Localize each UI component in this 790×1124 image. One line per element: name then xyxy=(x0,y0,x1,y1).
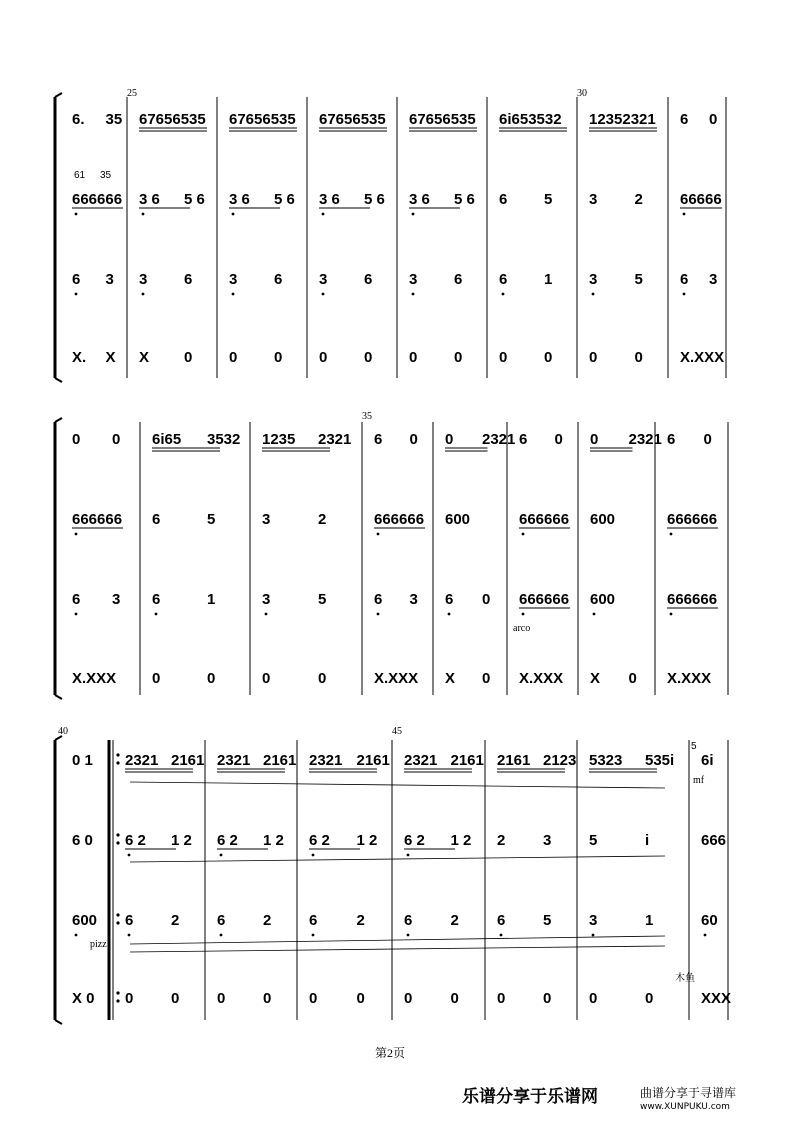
octave-dot xyxy=(142,213,145,216)
octave-dot xyxy=(312,934,315,937)
sustain-line xyxy=(130,782,665,788)
note-group: 6 xyxy=(404,912,413,929)
measure-number: 35 xyxy=(362,411,372,422)
note-group: 1 xyxy=(207,591,216,608)
note-group: 0 xyxy=(634,349,643,366)
note-group: 0 xyxy=(450,990,459,1007)
note-group: 2321 xyxy=(404,752,438,769)
octave-dot xyxy=(75,613,78,616)
note-group: 2161 xyxy=(497,752,531,769)
note-group: 3 xyxy=(589,191,598,208)
sustain-line xyxy=(130,856,665,862)
note-group: 60 xyxy=(701,912,718,929)
note-group: 6 0 xyxy=(72,832,93,849)
note-group: 3 xyxy=(543,832,552,849)
note-group: 0 xyxy=(499,349,508,366)
octave-dot xyxy=(407,934,410,937)
repeat-dot xyxy=(116,921,119,924)
note-group: 0 xyxy=(171,990,180,1007)
note-group: 0 xyxy=(364,349,373,366)
note-group: X.XXX xyxy=(667,670,712,687)
note-group: 666666 xyxy=(72,191,123,208)
octave-dot xyxy=(377,533,380,536)
note-group: 5 6 xyxy=(274,191,295,208)
note-group: 6 xyxy=(499,191,508,208)
note-group: 6 xyxy=(454,271,463,288)
note-group: 666666 xyxy=(519,511,570,528)
note-group: 0 xyxy=(554,431,563,448)
note-group: 6i653532 xyxy=(499,111,562,128)
note-group: 5 xyxy=(318,591,327,608)
octave-dot xyxy=(683,213,686,216)
note-group: 6 xyxy=(72,271,81,288)
watermark-left: 乐谱分享于乐谱网 xyxy=(462,1087,598,1106)
measure-number: 45 xyxy=(392,726,402,737)
note-group: 2123 xyxy=(543,752,577,769)
octave-dot xyxy=(683,293,686,296)
octave-dot xyxy=(670,613,673,616)
note-group: 3 xyxy=(229,271,238,288)
note-group: 2 xyxy=(634,191,643,208)
octave-dot xyxy=(265,613,268,616)
note-group: 0 xyxy=(319,349,328,366)
octave-dot xyxy=(75,934,78,937)
note-group: 6 2 xyxy=(217,832,238,849)
sustain-line xyxy=(130,936,665,944)
note-group: 0 xyxy=(589,349,598,366)
octave-dot xyxy=(448,613,451,616)
note-group: 666666 xyxy=(374,511,425,528)
measure-number: 40 xyxy=(58,726,68,737)
note-group: 6 xyxy=(374,591,383,608)
note-group: 6 2 xyxy=(404,832,425,849)
note-group: 6 xyxy=(497,912,506,929)
repeat-dot xyxy=(116,841,119,844)
octave-dot xyxy=(412,213,415,216)
note-group: X xyxy=(590,670,601,687)
octave-dot xyxy=(75,213,78,216)
repeat-dot xyxy=(116,833,119,836)
note-group: 6 2 xyxy=(125,832,146,849)
octave-dot xyxy=(232,213,235,216)
note-group: 6. xyxy=(72,111,85,128)
note-group: X.XXX xyxy=(72,670,117,687)
note-group: 3 6 xyxy=(139,191,160,208)
note-group: X.XXX xyxy=(519,670,564,687)
octave-dot xyxy=(312,854,315,857)
octave-dot xyxy=(75,293,78,296)
system-bracket-bottom xyxy=(55,378,62,382)
octave-dot xyxy=(322,293,325,296)
system-bracket-top xyxy=(55,93,62,97)
note-group: X. xyxy=(72,349,87,366)
repeat-dot xyxy=(116,753,119,756)
note-group: 2161 xyxy=(356,752,390,769)
system-bracket-top xyxy=(55,418,62,422)
note-group: 0 xyxy=(112,431,121,448)
note-group: 12352321 xyxy=(589,111,656,128)
note-group: 666666 xyxy=(667,591,718,608)
system-bracket-bottom xyxy=(55,1020,62,1024)
note-group: X.XXX xyxy=(374,670,419,687)
note-group: 5 xyxy=(207,511,216,528)
note-group: X.XXX xyxy=(680,349,725,366)
repeat-dot xyxy=(116,913,119,916)
note-group: 0 xyxy=(409,431,418,448)
note-group: 0 xyxy=(125,990,134,1007)
note-group: X xyxy=(105,349,116,366)
note-group: 0 1 xyxy=(72,752,93,769)
note-group: 2161 xyxy=(171,752,205,769)
note-group: 0 xyxy=(482,591,491,608)
grace-note: 61 xyxy=(74,170,86,181)
note-group: 3 xyxy=(319,271,328,288)
note-group: 67656535 xyxy=(319,111,386,128)
note-group: i xyxy=(645,832,650,849)
note-group: 5 xyxy=(544,191,553,208)
repeat-dot xyxy=(116,991,119,994)
note-group: 67656535 xyxy=(139,111,206,128)
note-group: 3 xyxy=(139,271,148,288)
octave-dot xyxy=(232,293,235,296)
octave-dot xyxy=(670,533,673,536)
note-group: 1 2 xyxy=(263,832,284,849)
note-group: 5 xyxy=(589,832,598,849)
repeat-dot xyxy=(116,761,119,764)
note-group: 3 6 xyxy=(319,191,340,208)
pizz-label: pizz xyxy=(90,939,107,950)
note-group: 666666 xyxy=(72,511,123,528)
note-group: 0 xyxy=(409,349,418,366)
note-group: 2 xyxy=(171,912,180,929)
note-group: 0 xyxy=(404,990,413,1007)
note-group: 1 2 xyxy=(356,832,378,849)
note-group: 600 xyxy=(590,591,616,608)
note-group: 0 xyxy=(207,670,216,687)
note-group: 0 xyxy=(152,670,161,687)
note-group: 0 xyxy=(274,349,283,366)
note-group: 600 xyxy=(590,511,616,528)
note-group: 6 2 xyxy=(309,832,330,849)
note-group: 0 xyxy=(497,990,506,1007)
note-group: XXX xyxy=(701,990,732,1007)
note-group: 1 xyxy=(645,912,654,929)
octave-dot xyxy=(128,934,131,937)
grace-note: 35 xyxy=(100,170,112,181)
dynamic-mf: mf xyxy=(693,775,705,786)
note-group: X xyxy=(139,349,150,366)
octave-dot xyxy=(128,854,131,857)
note-group: 6 xyxy=(125,912,134,929)
note-group: 0 xyxy=(184,349,193,366)
note-group: 5 6 xyxy=(364,191,385,208)
octave-dot xyxy=(522,613,525,616)
measure-number: 30 xyxy=(577,88,587,99)
note-group: 0 xyxy=(72,431,81,448)
note-group: 2321 xyxy=(628,431,662,448)
note-group: 3 xyxy=(589,912,598,929)
octave-dot xyxy=(412,293,415,296)
note-group: 3 xyxy=(589,271,598,288)
note-group: 2321 xyxy=(318,431,352,448)
page-number: 第2页 xyxy=(374,1046,405,1060)
note-group: 6 xyxy=(152,591,161,608)
note-group: 6 xyxy=(152,511,161,528)
octave-dot xyxy=(592,293,595,296)
watermark-right-url: www.XUNPUKU.com xyxy=(640,1102,730,1112)
note-group: 600 xyxy=(445,511,471,528)
note-group: 6 xyxy=(72,591,81,608)
note-group: 0 xyxy=(318,670,327,687)
watermark-right-text: 曲谱分享于寻谱库 xyxy=(640,1086,737,1100)
note-group: 0 xyxy=(709,111,718,128)
note-group: 5 6 xyxy=(454,191,475,208)
note-group: 2 xyxy=(356,912,365,929)
note-group: 3 xyxy=(262,591,271,608)
octave-dot xyxy=(500,934,503,937)
octave-dot xyxy=(502,293,505,296)
octave-dot xyxy=(155,613,158,616)
note-group: 3 xyxy=(409,271,418,288)
note-group: 666 xyxy=(701,832,727,849)
octave-dot xyxy=(704,934,707,937)
note-group: 6 xyxy=(184,271,193,288)
note-group: 0 xyxy=(544,349,553,366)
sustain-line xyxy=(130,946,665,952)
note-group: 1235 xyxy=(262,431,296,448)
note-group: 67656535 xyxy=(229,111,296,128)
note-group: 0 xyxy=(262,670,271,687)
octave-dot xyxy=(407,854,410,857)
repeat-dot xyxy=(116,999,119,1002)
octave-dot xyxy=(522,533,525,536)
note-group: 0 xyxy=(454,349,463,366)
note-group: 6i65 xyxy=(152,431,182,448)
note-group: 6 xyxy=(680,271,689,288)
note-group: 3 xyxy=(105,271,114,288)
note-group: 600 xyxy=(72,912,98,929)
note-group: 535i xyxy=(645,752,675,769)
note-group: 5 6 xyxy=(184,191,205,208)
note-group: 6 xyxy=(274,271,283,288)
note-group: 6 xyxy=(374,431,383,448)
note-group: 6 xyxy=(499,271,508,288)
note-group: 3 6 xyxy=(409,191,430,208)
note-group: 2 xyxy=(450,912,459,929)
note-group: 5 xyxy=(634,271,643,288)
note-group: 0 xyxy=(229,349,238,366)
note-group: 3 6 xyxy=(229,191,250,208)
note-group: 2161 xyxy=(263,752,297,769)
note-group: 6 xyxy=(364,271,373,288)
note-group: 3 xyxy=(709,271,718,288)
note-group: X xyxy=(445,670,456,687)
note-group: 0 xyxy=(589,990,598,1007)
note-group: 67656535 xyxy=(409,111,476,128)
note-group: X 0 xyxy=(72,990,95,1007)
note-group: 2 xyxy=(263,912,272,929)
note-group: 0 xyxy=(482,670,491,687)
woodblock-label: 木鱼 xyxy=(675,973,695,984)
note-group: 0 xyxy=(590,431,599,448)
measure-number: 25 xyxy=(127,88,137,99)
note-group: 35 xyxy=(105,111,123,128)
note-group: 5323 xyxy=(589,752,623,769)
note-group: 6 xyxy=(519,431,528,448)
octave-dot xyxy=(220,854,223,857)
note-group: 0 xyxy=(628,670,637,687)
octave-dot xyxy=(592,934,595,937)
note-group: 0 xyxy=(645,990,654,1007)
note-group: 1 xyxy=(544,271,553,288)
note-group: 3 xyxy=(409,591,418,608)
octave-dot xyxy=(377,613,380,616)
watermark-right xyxy=(640,1086,790,1114)
note-group: 66666 xyxy=(680,191,722,208)
note-group: 6i xyxy=(701,752,714,769)
octave-dot xyxy=(593,613,596,616)
note-group: 0 xyxy=(703,431,712,448)
arco-label: arco xyxy=(513,623,531,634)
note-group: 0 xyxy=(543,990,552,1007)
note-group: 0 xyxy=(217,990,226,1007)
note-group: 2321 xyxy=(482,431,516,448)
note-group: 0 xyxy=(263,990,272,1007)
note-group: 3532 xyxy=(207,431,241,448)
note-group: 0 xyxy=(445,431,454,448)
note-group: 2321 xyxy=(217,752,251,769)
note-group: 2 xyxy=(497,832,506,849)
note-group: 666666 xyxy=(667,511,718,528)
note-group: 6 xyxy=(667,431,676,448)
note-group: 5 xyxy=(543,912,552,929)
note-group: 6 xyxy=(680,111,689,128)
note-group: 1 2 xyxy=(450,832,472,849)
note-group: 6 xyxy=(217,912,226,929)
note-group: 6 xyxy=(309,912,318,929)
note-group: 2161 xyxy=(450,752,484,769)
octave-dot xyxy=(142,293,145,296)
note-group: 2321 xyxy=(309,752,343,769)
note-group: 6 xyxy=(445,591,454,608)
last-grace-note: 5 xyxy=(691,741,697,752)
note-group: 2321 xyxy=(125,752,159,769)
note-group: 0 xyxy=(356,990,365,1007)
system-bracket-bottom xyxy=(55,695,62,699)
note-group: 3 xyxy=(112,591,121,608)
octave-dot xyxy=(75,533,78,536)
note-group: 1 2 xyxy=(171,832,192,849)
note-group: 666666 xyxy=(519,591,570,608)
octave-dot xyxy=(220,934,223,937)
octave-dot xyxy=(322,213,325,216)
note-group: 3 xyxy=(262,511,271,528)
note-group: 2 xyxy=(318,511,327,528)
note-group: 0 xyxy=(309,990,318,1007)
